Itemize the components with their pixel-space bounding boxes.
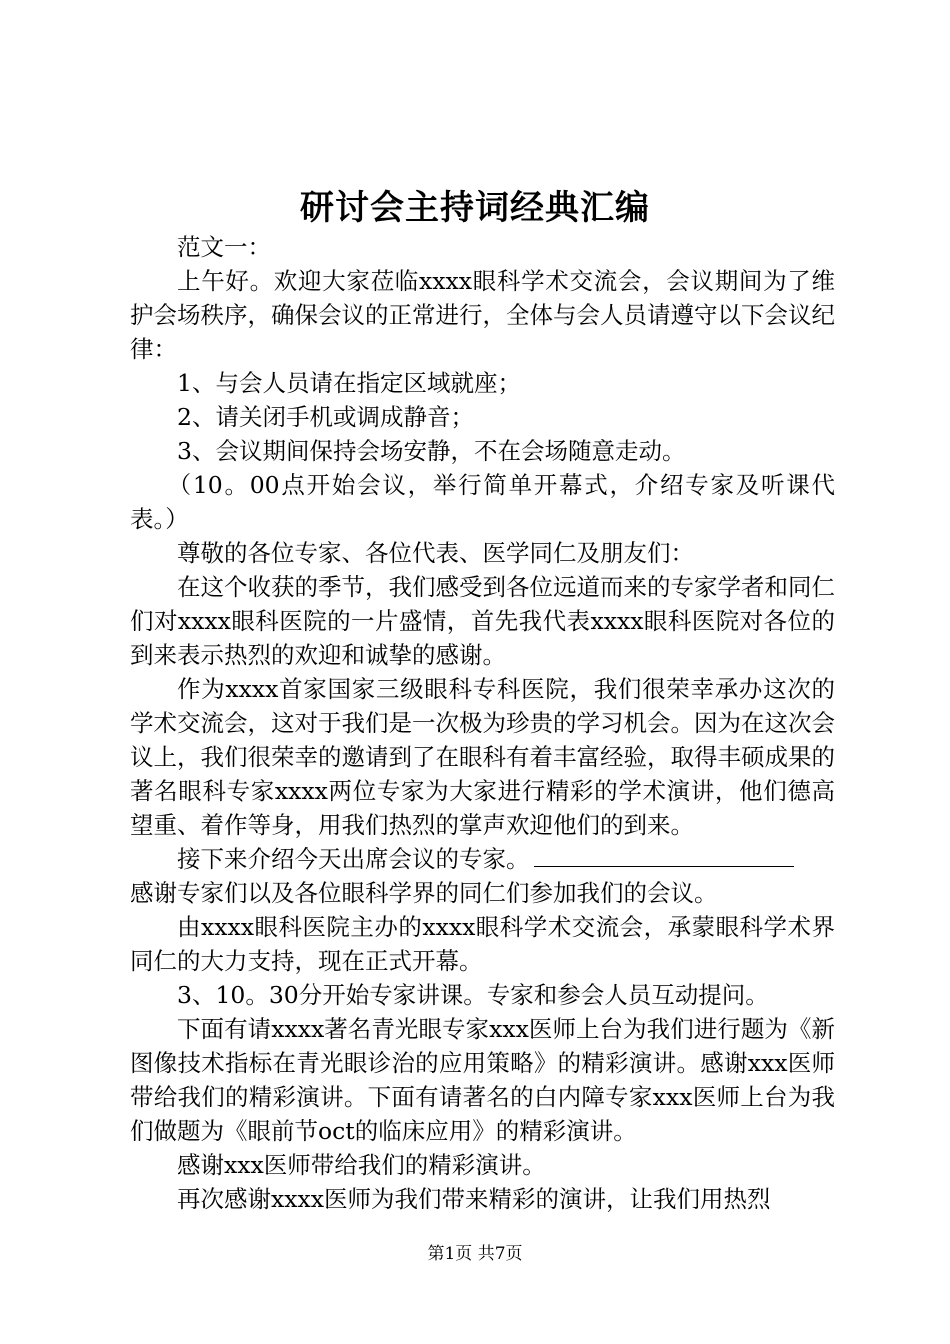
document-body [130,230,835,1216]
paragraph: 1、与会人员请在指定区域就座； [177,369,521,397]
paragraph: 上午好。欢迎大家莅临xxxx眼科学术交流会，会议期间为了维护会场秩序，确保会议的正常进行，全体与会人员请遵守以下会议纪律： [130,267,835,363]
paragraph: 感谢专家们以及各位眼科学界的同仁们参加我们的会议。 [130,879,718,907]
paragraph: 下面有请xxxx著名青光眼专家xxx医师上台为我们进行题为《新图像技术指标在青光眼诊治的应用策略》的精彩演讲。感谢xxx医师带给我们的精彩演讲。下面有请著名的白内障专家xxx医师上台为我们做题为《眼前节oct的临床应用》的精彩演讲。 [130,1015,835,1145]
fill-in-blank-line [534,865,794,867]
page-footer: 第1页 共7页 [427,1244,523,1264]
paragraph: 在这个收获的季节，我们感受到各位远道而来的专家学者和同仁们对xxxx眼科医院的一片盛情，首先我代表xxxx眼科医院对各位的到来表示热烈的欢迎和诚挚的感谢。 [130,573,835,669]
paragraph: 2、请关闭手机或调成静音； [177,403,474,431]
paragraph: 感谢xxx医师带给我们的精彩演讲。 [177,1151,546,1179]
paragraph: 作为xxxx首家国家三级眼科专科医院，我们很荣幸承办这次的学术交流会，这对于我们是一次极为珍贵的学习机会。因为在这次会议上，我们很荣幸的邀请到了在眼科有着丰富经验，取得丰硕成果的著名眼科专家xxxx两位专家为大家进行精彩的学术演讲，他们德高望重、着作等身，用我们热烈的掌声欢迎他们的到来。 [130,675,835,839]
paragraph: 3、会议期间保持会场安静，不在会场随意走动。 [177,437,686,465]
paragraph: （10。00点开始会议，举行简单开幕式，介绍专家及听课代表。） [130,471,835,533]
paragraph-text: 接下来介绍今天出席会议的专家。 [177,845,530,873]
paragraph: 范文一： [177,233,271,261]
paragraph: 由xxxx眼科医院主办的xxxx眼科学术交流会，承蒙眼科学术界同仁的大力支持，现在正式开幕。 [130,913,835,975]
paragraph: 再次感谢xxxx医师为我们带来精彩的演讲，让我们用热烈 [177,1185,771,1213]
paragraph-with-blank [130,842,835,876]
document-title: 研讨会主持词经典汇编 [300,188,650,228]
paragraph: 3、10。30分开始专家讲课。专家和参会人员互动提问。 [177,981,769,1009]
paragraph: 尊敬的各位专家、各位代表、医学同仁及朋友们： [177,539,694,567]
